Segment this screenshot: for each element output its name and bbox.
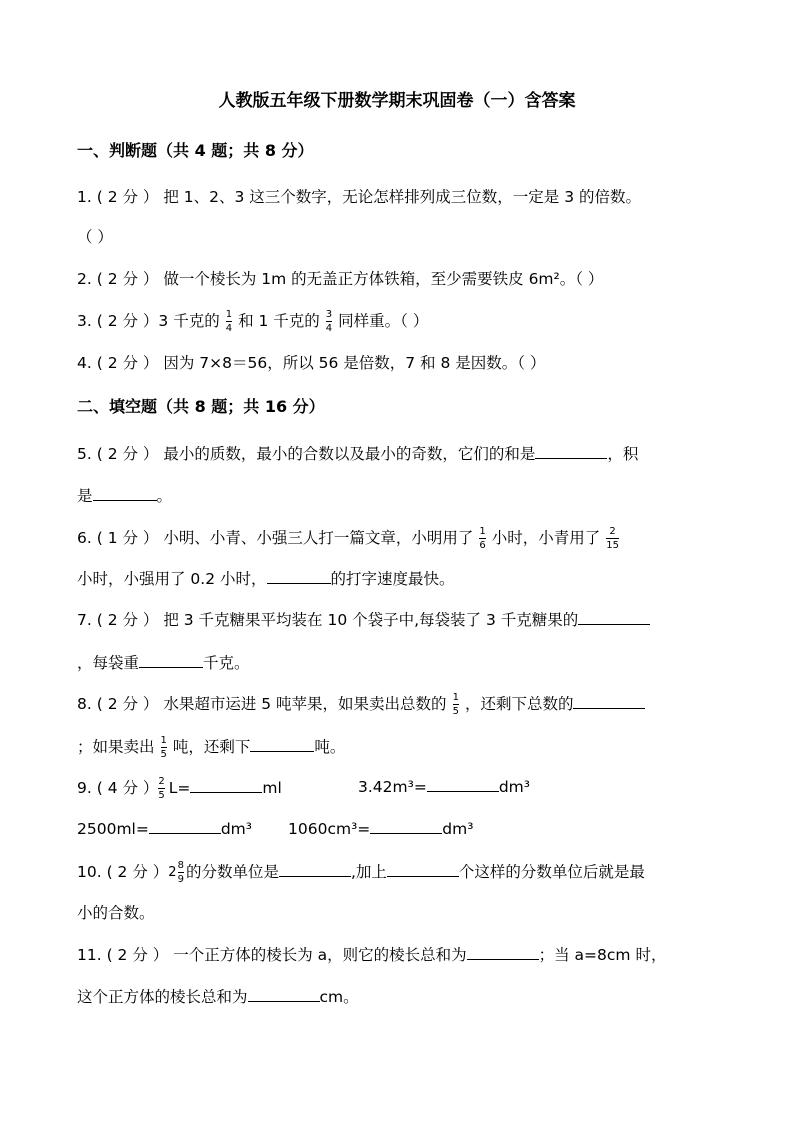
question-text: 1. ( 2 分 ） 把 1、2、3 这三个数字，无论怎样排列成三位数，一定是 3 的倍数。 bbox=[77, 188, 641, 206]
answer-blank[interactable] bbox=[149, 819, 221, 834]
answer-blank[interactable] bbox=[190, 778, 262, 793]
question-text: ，还剩下总数的 bbox=[464, 695, 574, 713]
question-text: 1060cm³= bbox=[288, 820, 371, 838]
answer-blank[interactable] bbox=[578, 610, 650, 625]
question-text: 小时，小强用了 0.2 小时， bbox=[77, 570, 267, 588]
numerator: 1 bbox=[479, 526, 486, 537]
denominator: 6 bbox=[479, 540, 486, 551]
numerator: 1 bbox=[452, 692, 459, 703]
question-text: 吨，还剩下 bbox=[172, 738, 251, 756]
question-text: 同样重。（ ） bbox=[338, 312, 429, 330]
question-6-cont bbox=[77, 568, 455, 590]
answer-blank[interactable] bbox=[387, 862, 459, 877]
question-9-item-3 bbox=[77, 818, 252, 840]
question-7 bbox=[77, 609, 650, 631]
page-title: 人教版五年级下册数学期末巩固卷（一）含答案 bbox=[218, 91, 576, 111]
denominator: 9 bbox=[177, 874, 184, 885]
question-1 bbox=[77, 186, 641, 208]
fraction bbox=[453, 692, 459, 717]
numerator: 2 bbox=[609, 526, 616, 537]
question-11 bbox=[77, 944, 666, 966]
whole-part: 2 bbox=[168, 865, 177, 880]
question-text: 8. ( 2 分 ） 水果超市运进 5 吨苹果，如果卖出总数的 bbox=[77, 695, 447, 713]
question-10-cont: 小的合数。 bbox=[77, 904, 155, 922]
answer-blank[interactable] bbox=[467, 945, 539, 960]
question-10 bbox=[77, 860, 645, 885]
answer-blank[interactable] bbox=[370, 819, 442, 834]
denominator: 5 bbox=[160, 749, 167, 760]
numerator: 1 bbox=[160, 735, 167, 746]
fraction bbox=[479, 526, 485, 551]
question-text: 5. ( 2 分 ） 最小的质数，最小的合数以及最小的奇数，它们的和是 bbox=[77, 445, 536, 463]
question-text: L= bbox=[168, 779, 191, 797]
answer-blank[interactable] bbox=[250, 737, 314, 752]
question-text: 2500ml= bbox=[77, 820, 149, 838]
question-text: 的打字速度最快。 bbox=[330, 570, 455, 588]
question-6 bbox=[77, 526, 625, 551]
question-text: 小时，小青用了 bbox=[491, 529, 601, 547]
answer-blank[interactable] bbox=[535, 444, 607, 459]
answer-blank[interactable] bbox=[279, 862, 351, 877]
question-2: 2. ( 2 分 ） 做一个棱长为 1m 的无盖正方体铁箱，至少需要铁皮 6m²。（ ） bbox=[77, 270, 604, 288]
question-3 bbox=[77, 309, 428, 334]
question-text: 10. ( 2 分 ） bbox=[77, 863, 169, 881]
question-text: 。 bbox=[156, 487, 173, 505]
denominator: 5 bbox=[452, 706, 459, 717]
numerator: 3 bbox=[325, 309, 333, 320]
question-text: 千克。 bbox=[203, 654, 250, 672]
question-5-cont bbox=[77, 485, 172, 507]
section-heading-judgement: 一、判断题（共 4 题；共 8 分） bbox=[77, 141, 314, 160]
question-text: 这个正方体的棱长总和为 bbox=[77, 988, 248, 1006]
question-text: 和 1 千克的 bbox=[238, 312, 320, 330]
answer-blank[interactable] bbox=[93, 486, 157, 501]
numerator: 2 bbox=[158, 776, 165, 787]
fraction bbox=[226, 309, 232, 334]
denominator: 15 bbox=[606, 540, 619, 551]
question-9 bbox=[77, 776, 282, 801]
question-text: cm。 bbox=[319, 988, 359, 1006]
section-heading-fill-in: 二、填空题（共 8 题；共 16 分） bbox=[77, 397, 325, 416]
answer-blank[interactable] bbox=[427, 777, 499, 792]
question-text: ,加上 bbox=[350, 863, 387, 881]
question-1-answer-bracket: （ ） bbox=[77, 228, 113, 246]
question-11-cont bbox=[77, 986, 359, 1008]
answer-blank[interactable] bbox=[139, 653, 203, 668]
question-text: 吨。 bbox=[314, 738, 346, 756]
question-text: ml bbox=[262, 779, 282, 797]
question-text: 11. ( 2 分 ） 一个正方体的棱长为 a，则它的棱长总和为 bbox=[77, 946, 467, 964]
question-9-item-4 bbox=[288, 818, 473, 840]
answer-blank[interactable] bbox=[267, 569, 331, 584]
mixed-number bbox=[168, 860, 186, 885]
question-8-cont bbox=[77, 735, 345, 760]
answer-blank[interactable] bbox=[248, 987, 320, 1002]
question-4: 4. ( 2 分 ） 因为 7×8＝56，所以 56 是倍数，7 和 8 是因数。（ ） bbox=[77, 354, 546, 372]
denominator: 4 bbox=[325, 323, 333, 334]
denominator: 5 bbox=[158, 790, 165, 801]
fraction bbox=[326, 309, 332, 334]
numerator: 1 bbox=[225, 309, 233, 320]
fraction bbox=[606, 526, 619, 551]
question-text: 是 bbox=[77, 487, 93, 505]
numerator: 8 bbox=[177, 860, 184, 871]
question-text: ；如果卖出 bbox=[77, 738, 155, 756]
question-text: ；当 a=8cm 时， bbox=[538, 946, 667, 964]
question-5 bbox=[77, 443, 638, 465]
question-text: 个这样的分数单位后就是最 bbox=[458, 863, 645, 881]
question-7-cont bbox=[77, 652, 250, 674]
question-text: 3. ( 2 分 ）3 千克的 bbox=[77, 312, 220, 330]
fraction bbox=[178, 860, 184, 885]
question-text: 6. ( 1 分 ） 小明、小青、小强三人打一篇文章，小明用了 bbox=[77, 529, 474, 547]
question-text: 7. ( 2 分 ） 把 3 千克糖果平均装在 10 个袋子中,每袋装了 3 千克糖果的 bbox=[77, 611, 579, 629]
question-text: 3.42m³= bbox=[358, 778, 427, 796]
denominator: 4 bbox=[225, 323, 233, 334]
question-text: ，积 bbox=[607, 445, 639, 463]
question-text: dm³ bbox=[442, 820, 474, 838]
fraction bbox=[161, 735, 167, 760]
question-9-item-2 bbox=[358, 776, 530, 798]
question-text: 的分数单位是 bbox=[185, 863, 279, 881]
question-8 bbox=[77, 692, 645, 717]
question-text: ，每袋重 bbox=[77, 654, 140, 672]
question-text: 9. ( 4 分 ） bbox=[77, 779, 159, 797]
question-text: dm³ bbox=[498, 778, 530, 796]
answer-blank[interactable] bbox=[573, 694, 645, 709]
fraction bbox=[158, 776, 164, 801]
question-text: dm³ bbox=[220, 820, 252, 838]
